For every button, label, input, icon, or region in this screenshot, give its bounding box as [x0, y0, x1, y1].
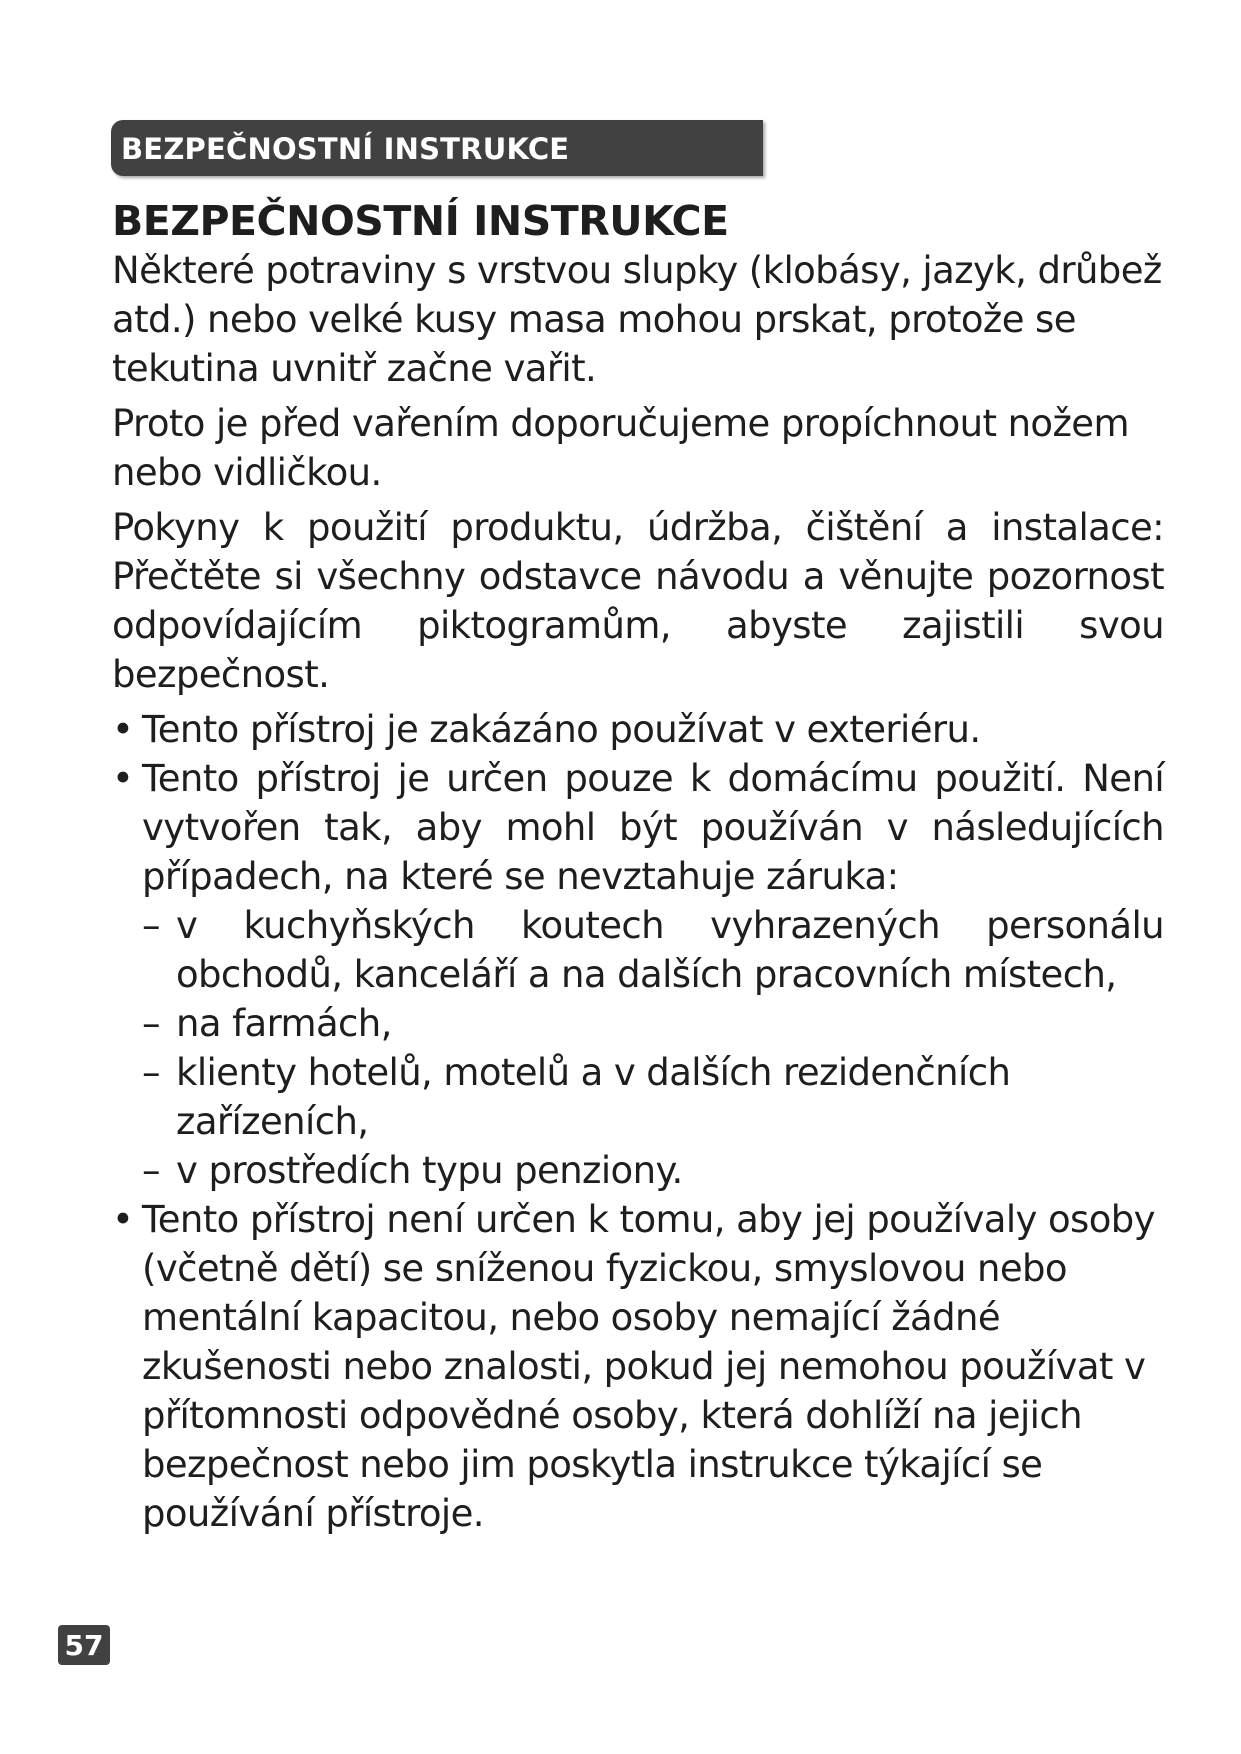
section-header-bar: [111, 120, 763, 176]
bullet-reduced-capacity: [112, 1195, 1164, 1538]
bullet-domestic-use: [112, 754, 1164, 901]
paragraph-pierce-advice: Proto je před vařením doporučujeme propíchnout nožem nebo vidličkou.: [112, 402, 1129, 494]
dash-icon: –: [142, 1002, 160, 1045]
subitem-guesthouses: [112, 1146, 1164, 1195]
bullet-icon: •: [112, 708, 134, 751]
bullet-icon: •: [112, 1198, 134, 1241]
bullet-text: Tento přístroj je určen pouze k domácímu použití. Není vytvořen tak, aby mohl být používán v následujících případech, na které se nevztahuje záruka:: [142, 757, 1164, 898]
subitem-text: v prostředích typu penziony.: [176, 1149, 683, 1192]
bullet-icon: •: [112, 757, 134, 800]
subitem-kitchen-areas: [112, 901, 1164, 999]
bullet-text: Tento přístroj je zakázáno používat v exteriéru.: [142, 708, 981, 751]
section-header-label: BEZPEČNOSTNÍ INSTRUKCE: [121, 132, 570, 166]
dash-icon: –: [142, 1051, 160, 1094]
paragraph-read-instructions: Pokyny k použití produktu, údržba, čištění a instalace: Přečtěte si všechny odstavce návodu a věnujte pozornost odpovídajícím piktogramům, abyste zajistili svou bezpečnost.: [112, 506, 1164, 696]
paragraph-splatter-warning: Některé potraviny s vrstvou slupky (klobásy, jazyk, drůbež atd.) nebo velké kusy masa mohou prskat, protože se tekutina uvnitř začne vařit.: [112, 249, 1162, 390]
section-title: BEZPEČNOSTNÍ INSTRUKCE: [112, 197, 729, 245]
subitem-text: klienty hotelů, motelů a v dalších rezidenčních zařízeních,: [176, 1051, 1011, 1143]
dash-icon: –: [142, 1149, 160, 1192]
subitem-farms: [112, 999, 1164, 1048]
bullet-outdoor-use: [112, 705, 1164, 754]
subitem-text: na farmách,: [176, 1002, 392, 1045]
dash-icon: –: [142, 904, 160, 947]
page-number: 57: [58, 1625, 110, 1665]
subitem-text: v kuchyňských koutech vyhrazených personálu obchodů, kanceláří a na dalších pracovních místech,: [176, 904, 1164, 996]
main-content: [112, 196, 1164, 1538]
bullet-text: Tento přístroj není určen k tomu, aby jej používaly osoby (včetně dětí) se sníženou fyzickou, smyslovou nebo mentální kapacitou, nebo osoby nemající žádné zkušenosti nebo znalosti, pokud jej nemohou používat v přítomnosti odpovědné osoby, která dohlíží na jejich bezpečnost nebo jim poskytla instrukce týkající se používání přístroje.: [142, 1198, 1155, 1535]
subitem-hotels: [112, 1048, 1164, 1146]
